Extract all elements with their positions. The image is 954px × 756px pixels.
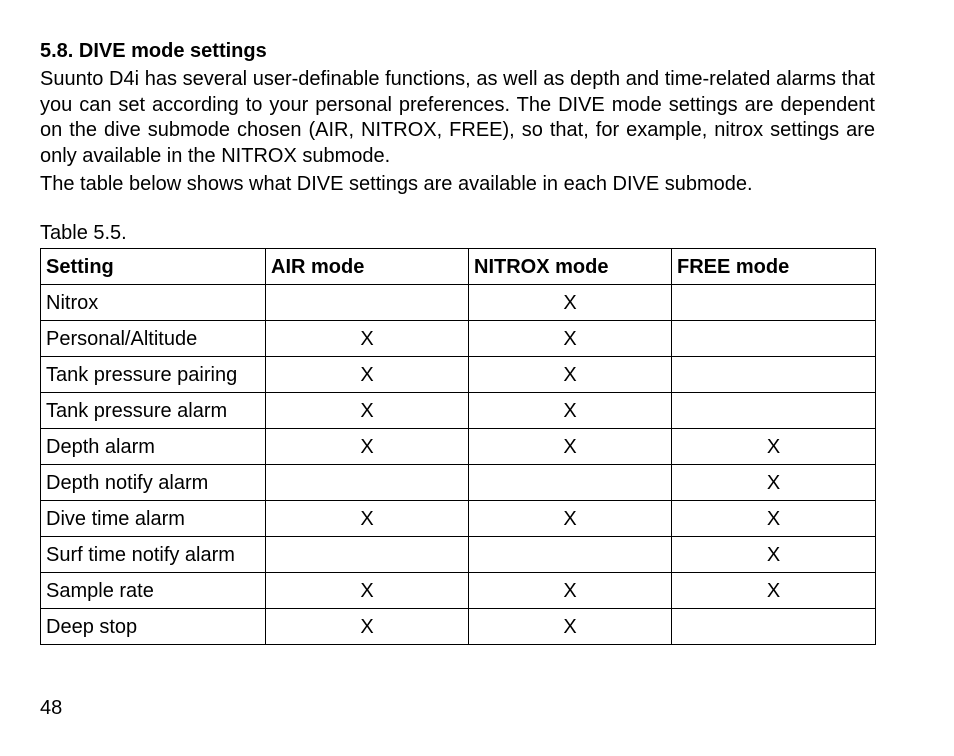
- dive-settings-table: [40, 248, 876, 645]
- nitrox-mode-cell: X: [469, 501, 672, 537]
- table-intro-paragraph: The table below shows what DIVE settings are available in each DIVE submode.: [40, 173, 753, 195]
- free-mode-cell: [672, 285, 876, 321]
- air-mode-cell: [266, 285, 469, 321]
- table-row: [41, 573, 876, 609]
- table-caption: Table 5.5.: [40, 222, 127, 244]
- setting-name: Dive time alarm: [41, 501, 266, 537]
- setting-name: Personal/Altitude: [41, 321, 266, 357]
- setting-name: Depth notify alarm: [41, 465, 266, 501]
- nitrox-mode-cell: X: [469, 357, 672, 393]
- table-row: [41, 501, 876, 537]
- setting-name: Surf time notify alarm: [41, 537, 266, 573]
- air-mode-cell: [266, 465, 469, 501]
- nitrox-mode-cell: X: [469, 609, 672, 645]
- air-mode-cell: [266, 537, 469, 573]
- free-mode-cell: X: [672, 465, 876, 501]
- free-mode-cell: X: [672, 573, 876, 609]
- table-row: [41, 321, 876, 357]
- free-mode-cell: [672, 609, 876, 645]
- nitrox-mode-cell: X: [469, 429, 672, 465]
- nitrox-mode-cell: X: [469, 393, 672, 429]
- free-mode-cell: [672, 357, 876, 393]
- air-mode-cell: X: [266, 321, 469, 357]
- table-row: [41, 357, 876, 393]
- air-mode-cell: X: [266, 357, 469, 393]
- nitrox-mode-cell: X: [469, 573, 672, 609]
- setting-name: Deep stop: [41, 609, 266, 645]
- setting-name: Sample rate: [41, 573, 266, 609]
- table-row: [41, 429, 876, 465]
- setting-name: Tank pressure alarm: [41, 393, 266, 429]
- free-mode-cell: X: [672, 429, 876, 465]
- table-row: [41, 465, 876, 501]
- intro-paragraph: Suunto D4i has several user-definable functions, as well as depth and time-related alarms that you can set according to your personal preferences. The DIVE mode settings are dependent on the dive submode chosen (AIR, NITROX, FREE), so that, for example, nitrox settings are only available in the NITROX submode.: [40, 68, 875, 167]
- nitrox-mode-cell: X: [469, 321, 672, 357]
- header-setting: Setting: [41, 249, 266, 285]
- air-mode-cell: X: [266, 501, 469, 537]
- nitrox-mode-cell: [469, 537, 672, 573]
- air-mode-cell: X: [266, 573, 469, 609]
- free-mode-cell: X: [672, 537, 876, 573]
- air-mode-cell: X: [266, 429, 469, 465]
- header-nitrox-mode: NITROX mode: [469, 249, 672, 285]
- air-mode-cell: X: [266, 609, 469, 645]
- table-row: [41, 537, 876, 573]
- table-row: [41, 393, 876, 429]
- table-header-row: [41, 249, 876, 285]
- air-mode-cell: X: [266, 393, 469, 429]
- nitrox-mode-cell: X: [469, 285, 672, 321]
- table-row: [41, 285, 876, 321]
- free-mode-cell: X: [672, 501, 876, 537]
- page-number: 48: [40, 697, 63, 719]
- free-mode-cell: [672, 393, 876, 429]
- header-air-mode: AIR mode: [266, 249, 469, 285]
- nitrox-mode-cell: [469, 465, 672, 501]
- setting-name: Nitrox: [41, 285, 266, 321]
- free-mode-cell: [672, 321, 876, 357]
- setting-name: Tank pressure pairing: [41, 357, 266, 393]
- header-free-mode: FREE mode: [672, 249, 876, 285]
- section-heading: 5.8. DIVE mode settings: [40, 40, 267, 62]
- table-row: [41, 609, 876, 645]
- setting-name: Depth alarm: [41, 429, 266, 465]
